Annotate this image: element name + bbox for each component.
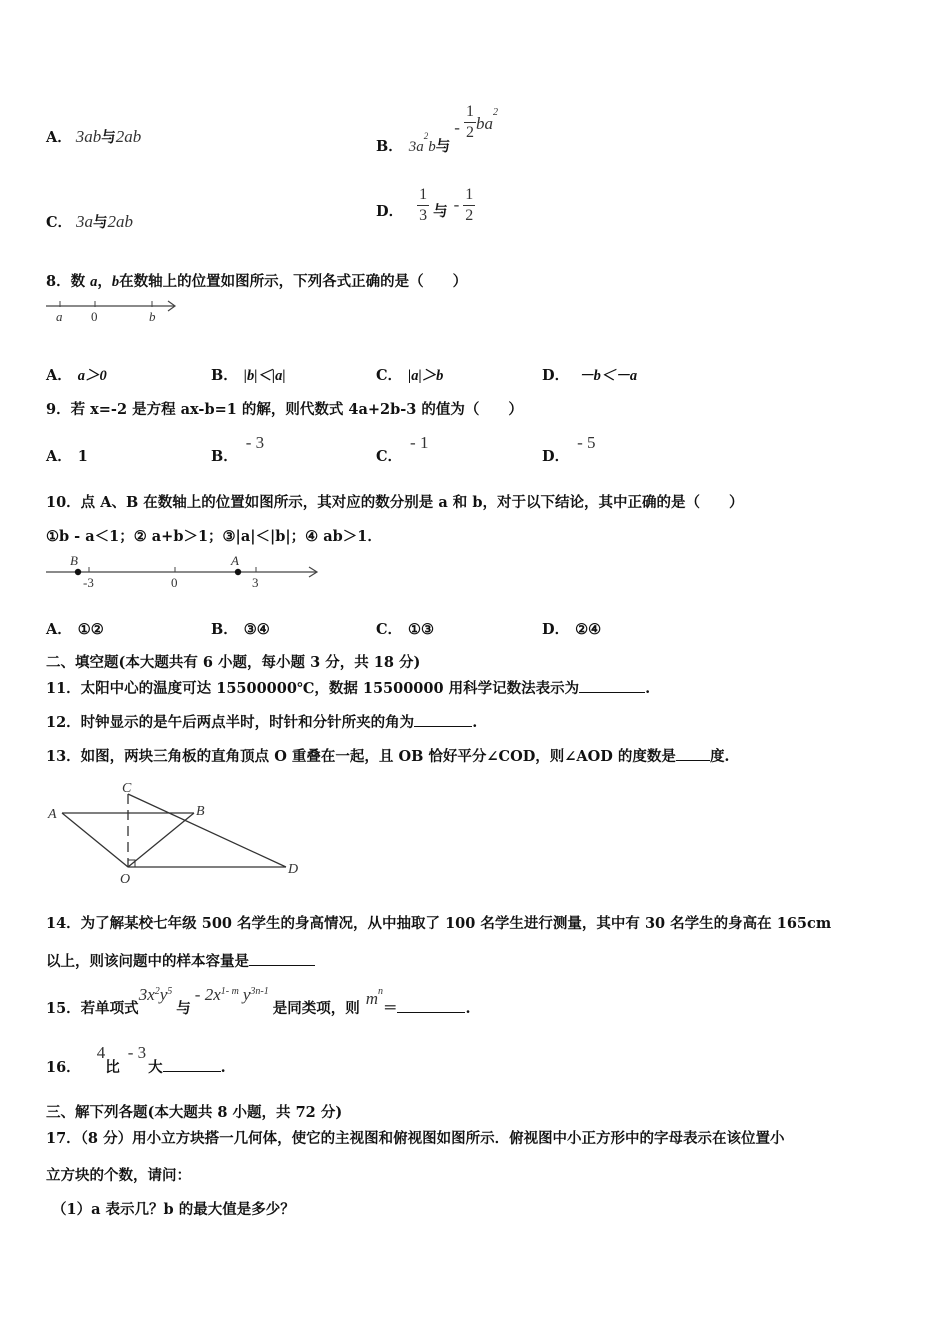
q9-option-c [376,432,429,465]
numerator: 1 [419,186,428,203]
axis-label-point-b: B [70,553,78,568]
section-heading-fill-in: 二、填空题(本大题共有 6 小题，每小题 3 分，共 18 分) [46,654,421,671]
exponent: 1- m [220,986,239,998]
q9-option-a [46,445,88,466]
option-label: B． [376,137,403,155]
q16-prefix: 16． [46,1059,81,1076]
expr: 3ab [75,127,102,146]
q10-option-c [376,618,434,639]
option-text: ③④ [243,621,270,638]
q13-text: 13．如图，两块三角板的直角顶点 O 重叠在一起，且 OB 恰好平分∠COD，则∠AOD 的度数是 [46,748,676,765]
denominator: 2 [465,207,474,224]
join: 与 [101,129,116,146]
join: 与 [433,202,448,220]
section-heading-solve: 三、解下列各题(本大题共 8 小题，共 72 分) [46,1104,343,1121]
q8-stem-rest: 在数轴上的位置如图所示，下列各式正确的是（ ） [119,273,468,290]
option-label: C． [376,367,403,384]
text: 比 [105,1059,120,1076]
denominator: 2 [465,124,474,141]
minus-sign: - [453,194,460,214]
option-text: |a|＞b [408,368,444,384]
answer-blank[interactable] [676,746,710,761]
figure-label-d: D [288,862,299,877]
option-value: - 1 [410,433,429,452]
option-text: ①③ [408,621,435,638]
denominator: 3 [419,207,428,224]
axis-label-zero: 0 [171,575,178,590]
join: 与 [93,214,108,231]
option-label: D． [542,448,570,465]
q11 [46,677,650,698]
figure-label-b: B [196,804,205,819]
join: 与 [435,137,451,155]
option-value: - 3 [245,433,265,452]
equals: ＝ [382,1000,398,1017]
q8-option-a [46,364,107,385]
expr: ba [475,113,493,133]
option-text: －b＜－a [579,368,638,384]
option-label: B． [211,621,238,638]
minus-sign: - [454,117,460,137]
exponent: 2 [492,106,498,118]
option-label: A． [46,448,72,465]
q10-option-d [542,618,601,639]
option-label: B． [211,448,238,465]
axis-label-three: 3 [252,575,259,590]
q10-number-line [44,552,329,592]
exponent: 2 [423,130,429,141]
option-value: 1 [77,448,88,465]
exponent: 5 [167,986,173,998]
var-a: a [90,274,98,290]
fraction [463,187,475,224]
option-label: D． [542,367,570,384]
q8-number-line [44,297,184,327]
q14-line2 [46,950,315,971]
q15 [46,984,471,1017]
axis-label-zero: 0 [91,309,98,324]
fraction [417,187,429,224]
fraction [464,104,476,141]
expr: b [428,138,436,155]
q8-option-b [211,364,286,385]
number: 4 [96,1043,106,1062]
q10-conditions: ①b - a＜1；② a+b＞1；③|a|＜|b|；④ ab＞1． [46,528,382,545]
axis-label-b: b [149,309,156,324]
expr: 2ab [115,127,142,146]
option-text: ①② [77,621,104,638]
q8-option-c [376,364,443,385]
option-label: A． [46,621,72,638]
exponent: 3n-1 [250,986,269,998]
option-label: D． [542,621,570,638]
period: . [645,680,651,697]
period: . [220,1059,226,1076]
option-label: A． [46,367,72,384]
q13-end: 度. [709,748,730,765]
q12-text: 12．时钟显示的是午后两点半时，时针和分针所夹的角为 [46,714,415,731]
expr: 3a [408,138,424,155]
q13 [46,745,730,766]
axis-label-a: a [56,309,63,324]
q7-option-a [46,126,141,147]
option-label: B． [211,367,238,384]
answer-blank[interactable] [163,1057,221,1072]
q15-mid: 是同类项，则 [272,1000,360,1017]
monomial-1: y [159,985,168,1004]
expr: 2ab [107,212,134,231]
expr: 3a [76,212,94,231]
option-text: |b|＜|a| [243,368,286,384]
option-value: - 5 [577,433,596,452]
option-label: A． [46,129,72,146]
q17-sub1: （1）a 表示几？b 的最大值是多少？ [52,1201,295,1218]
numerator: 1 [465,103,474,120]
text: 大 [148,1059,163,1076]
number: - 3 [127,1043,147,1062]
q10-option-b [211,618,270,639]
option-text: ②④ [575,621,602,638]
figure-label-c: C [122,781,132,796]
answer-blank[interactable] [414,712,472,727]
q14-text: 以上，则该问题中的样本容量是 [46,953,249,970]
q17-line2: 立方块的个数，请问： [46,1167,191,1184]
q8-option-d [542,364,637,385]
answer-blank[interactable] [579,678,645,693]
monomial-1: 3x [138,985,155,1004]
q9-option-d [542,432,596,465]
figure-label-a: A [48,807,57,822]
exponent: 2 [154,986,160,998]
q7-option-d [376,187,475,224]
option-text: a＞0 [77,368,107,384]
q9-option-b [211,432,265,465]
comma: ， [97,273,112,290]
q9-stem: 9．若 x=-2 是方程 ax-b=1 的解，则代数式 4a+2b-3 的值为（ ） [46,401,523,418]
figure-label-o: O [120,872,131,887]
q11-text: 11．太阳中心的温度可达 15500000℃，数据 15500000 用科学记数法表示为 [46,680,580,697]
axis-label-point-a: A [231,553,239,568]
q13-triangle-figure [44,777,314,887]
answer-blank[interactable] [249,951,315,966]
option-label: D． [376,202,404,220]
q12 [46,711,477,732]
q7-option-c [46,211,133,232]
answer-blank[interactable] [397,998,465,1013]
axis-label-minus3: -3 [83,575,94,590]
q8-num: 8．数 [46,273,86,290]
monomial-2: y [242,985,251,1004]
q16 [46,1042,226,1076]
q17-line1: 17．（8 分）用小立方块搭一几何体，使它的主视图和俯视图如图所示．俯视图中小正方形中的字母表示在该位置小 [46,1130,785,1147]
q10-stem: 10．点 A、B 在数轴上的位置如图所示，其对应的数分别是 a 和 b，对于以下结论，其中正确的是（ ） [46,494,744,511]
period: . [472,714,478,731]
q8-stem [46,270,467,291]
join: 与 [176,1000,191,1017]
period: . [465,1000,471,1017]
option-label: C． [376,621,403,638]
power-base: m [365,989,378,1008]
q7-option-b [376,103,498,155]
q10-option-a [46,618,104,639]
var-b: b [111,274,120,290]
exponent: n [377,986,383,998]
option-label: C． [46,214,73,231]
option-label: C． [376,448,403,465]
q15-prefix: 15．若单项式 [46,1000,139,1017]
numerator: 1 [465,186,474,203]
q14-line1: 14．为了解某校七年级 500 名学生的身高情况，从中抽取了 100 名学生进行测量，其中有 30 名学生的身高在 165cm [46,915,832,932]
monomial-2: - 2x [194,985,221,1004]
